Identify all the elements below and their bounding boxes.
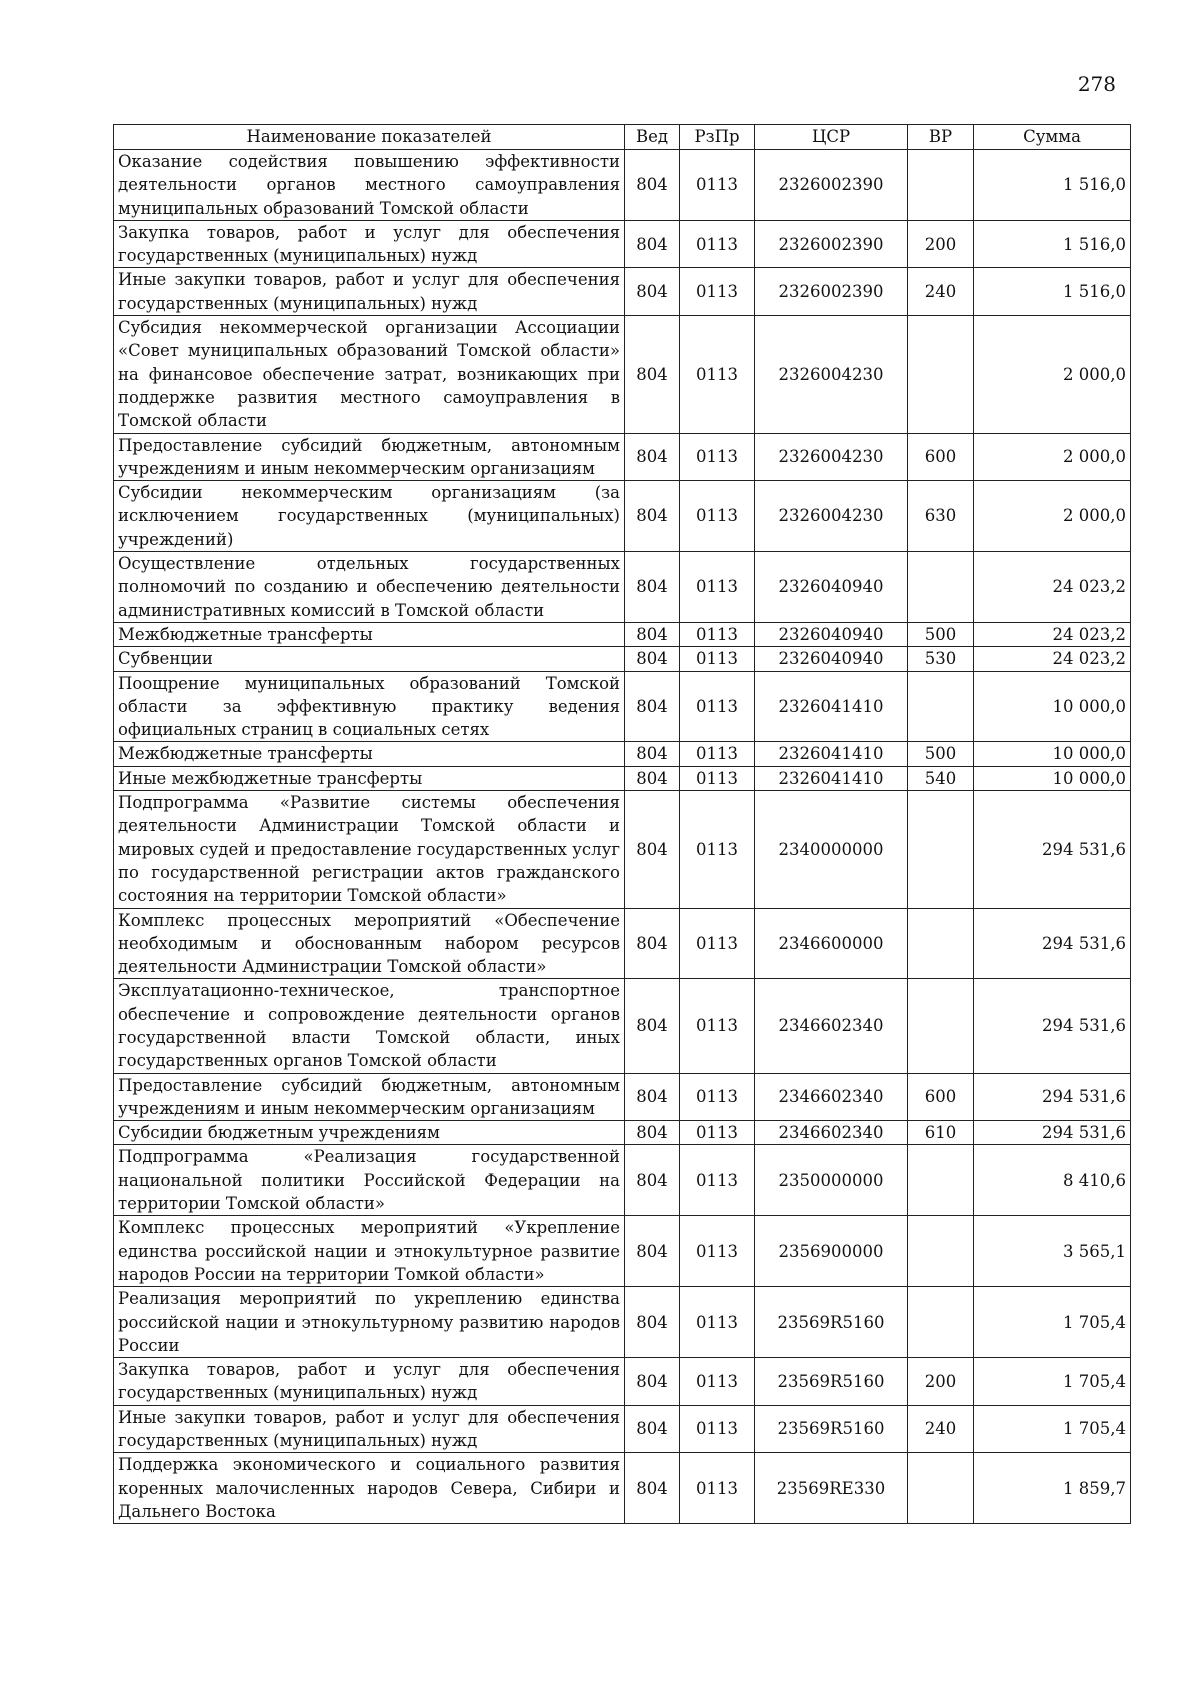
row-vr — [908, 1145, 974, 1216]
row-name: Иные закупки товаров, работ и услуг для обеспечения государственных (муниципальных) нужд — [114, 268, 625, 316]
table-row — [114, 1216, 1131, 1287]
budget-table — [113, 124, 1131, 1524]
row-csr: 2346602340 — [755, 979, 908, 1073]
row-sum: 8 410,6 — [974, 1145, 1131, 1216]
table-row — [114, 433, 1131, 481]
row-rzpr: 0113 — [680, 647, 755, 671]
row-rzpr: 0113 — [680, 671, 755, 742]
row-name: Межбюджетные трансферты — [114, 622, 625, 646]
row-vr: 600 — [908, 433, 974, 481]
row-vr: 200 — [908, 1358, 974, 1406]
table-row — [114, 1287, 1131, 1358]
table-row — [114, 552, 1131, 623]
row-sum: 1 516,0 — [974, 268, 1131, 316]
row-rzpr: 0113 — [680, 766, 755, 790]
row-rzpr: 0113 — [680, 316, 755, 433]
row-name: Подпрограмма «Развитие системы обеспечения деятельности Администрации Томской области и мировых судей и предоставление государственных услуг по государственной регистрации актов гражданского состояния на территории Томской области» — [114, 791, 625, 908]
row-sum: 10 000,0 — [974, 742, 1131, 766]
row-vr — [908, 791, 974, 908]
row-ved: 804 — [625, 1358, 680, 1406]
row-vr — [908, 908, 974, 979]
row-ved: 804 — [625, 150, 680, 221]
row-csr: 2326004230 — [755, 316, 908, 433]
row-csr: 2326040940 — [755, 647, 908, 671]
row-ved: 804 — [625, 1121, 680, 1145]
table-row — [114, 1453, 1131, 1524]
row-name: Иные межбюджетные трансферты — [114, 766, 625, 790]
row-vr — [908, 1453, 974, 1524]
row-name: Реализация мероприятий по укреплению единства российской нации и этнокультурному развитию народов России — [114, 1287, 625, 1358]
row-name: Закупка товаров, работ и услуг для обеспечения государственных (муниципальных) нужд — [114, 1358, 625, 1406]
row-sum: 24 023,2 — [974, 622, 1131, 646]
row-name: Субсидии бюджетным учреждениям — [114, 1121, 625, 1145]
table-row — [114, 150, 1131, 221]
row-sum: 1 516,0 — [974, 150, 1131, 221]
row-csr: 2326041410 — [755, 671, 908, 742]
row-sum: 1 859,7 — [974, 1453, 1131, 1524]
column-header-sum: Сумма — [974, 125, 1131, 150]
row-name: Субсидия некоммерческой организации Ассоциации «Совет муниципальных образований Томской области» на финансовое обеспечение затрат, возникающих при поддержке развития местного самоуправления в Томской области — [114, 316, 625, 433]
row-ved: 804 — [625, 1145, 680, 1216]
row-ved: 804 — [625, 433, 680, 481]
row-csr: 23569RE330 — [755, 1453, 908, 1524]
row-ved: 804 — [625, 791, 680, 908]
row-vr: 500 — [908, 622, 974, 646]
table-row — [114, 979, 1131, 1073]
column-header-vr: ВР — [908, 125, 974, 150]
row-ved: 804 — [625, 481, 680, 552]
table-row — [114, 1358, 1131, 1406]
row-csr: 2326004230 — [755, 433, 908, 481]
row-rzpr: 0113 — [680, 150, 755, 221]
row-ved: 804 — [625, 1287, 680, 1358]
table-row — [114, 622, 1131, 646]
row-ved: 804 — [625, 671, 680, 742]
table-body — [114, 150, 1131, 1524]
row-rzpr: 0113 — [680, 1405, 755, 1453]
row-csr: 2356900000 — [755, 1216, 908, 1287]
table-row — [114, 268, 1131, 316]
table-row — [114, 1121, 1131, 1145]
row-sum: 294 531,6 — [974, 1121, 1131, 1145]
row-vr: 630 — [908, 481, 974, 552]
row-csr: 2326041410 — [755, 766, 908, 790]
row-name: Осуществление отдельных государственных полномочий по созданию и обеспечению деятельности административных комиссий в Томской области — [114, 552, 625, 623]
row-rzpr: 0113 — [680, 791, 755, 908]
row-rzpr: 0113 — [680, 1121, 755, 1145]
row-vr — [908, 150, 974, 221]
row-csr: 2326040940 — [755, 622, 908, 646]
row-ved: 804 — [625, 1216, 680, 1287]
row-vr — [908, 979, 974, 1073]
row-vr: 500 — [908, 742, 974, 766]
row-csr: 2346600000 — [755, 908, 908, 979]
row-csr: 2326002390 — [755, 220, 908, 268]
row-name: Комплекс процессных мероприятий «Укрепление единства российской нации и этнокультурное развитие народов России на территории Томкой области» — [114, 1216, 625, 1287]
row-sum: 3 565,1 — [974, 1216, 1131, 1287]
table-row — [114, 908, 1131, 979]
table-row — [114, 1145, 1131, 1216]
row-ved: 804 — [625, 1453, 680, 1524]
table-row — [114, 481, 1131, 552]
row-sum: 24 023,2 — [974, 552, 1131, 623]
row-ved: 804 — [625, 622, 680, 646]
row-ved: 804 — [625, 1073, 680, 1121]
column-header-name: Наименование показателей — [114, 125, 625, 150]
row-rzpr: 0113 — [680, 622, 755, 646]
row-rzpr: 0113 — [680, 979, 755, 1073]
row-sum: 294 531,6 — [974, 908, 1131, 979]
row-csr: 2346602340 — [755, 1121, 908, 1145]
row-csr: 2326041410 — [755, 742, 908, 766]
row-sum: 10 000,0 — [974, 671, 1131, 742]
row-name: Эксплуатационно-техническое, транспортное обеспечение и сопровождение деятельности органов государственной власти Томской области, иных государственных органов Томской области — [114, 979, 625, 1073]
row-csr: 2346602340 — [755, 1073, 908, 1121]
row-vr: 530 — [908, 647, 974, 671]
row-rzpr: 0113 — [680, 908, 755, 979]
table-row — [114, 766, 1131, 790]
row-rzpr: 0113 — [680, 220, 755, 268]
row-csr: 2326004230 — [755, 481, 908, 552]
row-sum: 1 705,4 — [974, 1287, 1131, 1358]
row-vr: 240 — [908, 1405, 974, 1453]
row-ved: 804 — [625, 220, 680, 268]
row-rzpr: 0113 — [680, 1073, 755, 1121]
row-sum: 24 023,2 — [974, 647, 1131, 671]
row-csr: 23569R5160 — [755, 1287, 908, 1358]
row-rzpr: 0113 — [680, 433, 755, 481]
table-row — [114, 647, 1131, 671]
row-name: Закупка товаров, работ и услуг для обеспечения государственных (муниципальных) нужд — [114, 220, 625, 268]
table-row — [114, 742, 1131, 766]
row-sum: 294 531,6 — [974, 1073, 1131, 1121]
row-csr: 2326040940 — [755, 552, 908, 623]
row-name: Субвенции — [114, 647, 625, 671]
table-row — [114, 1073, 1131, 1121]
row-name: Комплекс процессных мероприятий «Обеспечение необходимым и обоснованным набором ресурсов деятельности Администрации Томской области» — [114, 908, 625, 979]
row-ved: 804 — [625, 316, 680, 433]
row-ved: 804 — [625, 1405, 680, 1453]
row-csr: 23569R5160 — [755, 1358, 908, 1406]
row-vr — [908, 316, 974, 433]
row-ved: 804 — [625, 647, 680, 671]
row-name: Предоставление субсидий бюджетным, автономным учреждениям и иным некоммерческим организациям — [114, 1073, 625, 1121]
table-row — [114, 791, 1131, 908]
row-sum: 1 516,0 — [974, 220, 1131, 268]
row-name: Подпрограмма «Реализация государственной национальной политики Российской Федерации на территории Томской области» — [114, 1145, 625, 1216]
row-sum: 2 000,0 — [974, 481, 1131, 552]
row-name: Поддержка экономического и социального развития коренных малочисленных народов Севера, Сибири и Дальнего Востока — [114, 1453, 625, 1524]
table-row — [114, 220, 1131, 268]
row-csr: 2350000000 — [755, 1145, 908, 1216]
table-row — [114, 1405, 1131, 1453]
row-vr — [908, 1216, 974, 1287]
table-row — [114, 316, 1131, 433]
row-ved: 804 — [625, 766, 680, 790]
row-vr: 200 — [908, 220, 974, 268]
row-sum: 2 000,0 — [974, 433, 1131, 481]
row-sum: 1 705,4 — [974, 1358, 1131, 1406]
row-ved: 804 — [625, 268, 680, 316]
row-vr: 540 — [908, 766, 974, 790]
row-name: Иные закупки товаров, работ и услуг для обеспечения государственных (муниципальных) нужд — [114, 1405, 625, 1453]
row-vr — [908, 552, 974, 623]
row-vr: 240 — [908, 268, 974, 316]
row-ved: 804 — [625, 742, 680, 766]
row-vr — [908, 671, 974, 742]
row-sum: 1 705,4 — [974, 1405, 1131, 1453]
row-ved: 804 — [625, 908, 680, 979]
row-csr: 2326002390 — [755, 150, 908, 221]
row-csr: 23569R5160 — [755, 1405, 908, 1453]
row-rzpr: 0113 — [680, 1287, 755, 1358]
row-rzpr: 0113 — [680, 742, 755, 766]
row-rzpr: 0113 — [680, 268, 755, 316]
row-vr — [908, 1287, 974, 1358]
row-rzpr: 0113 — [680, 1145, 755, 1216]
row-name: Оказание содействия повышению эффективности деятельности органов местного самоуправления муниципальных образований Томской области — [114, 150, 625, 221]
column-header-csr: ЦСР — [755, 125, 908, 150]
row-rzpr: 0113 — [680, 552, 755, 623]
row-csr: 2326002390 — [755, 268, 908, 316]
row-sum: 10 000,0 — [974, 766, 1131, 790]
row-vr: 600 — [908, 1073, 974, 1121]
row-ved: 804 — [625, 979, 680, 1073]
row-name: Межбюджетные трансферты — [114, 742, 625, 766]
row-csr: 2340000000 — [755, 791, 908, 908]
row-rzpr: 0113 — [680, 1453, 755, 1524]
row-name: Предоставление субсидий бюджетным, автономным учреждениям и иным некоммерческим организациям — [114, 433, 625, 481]
row-name: Поощрение муниципальных образований Томской области за эффективную практику ведения официальных страниц в социальных сетях — [114, 671, 625, 742]
column-header-ved: Вед — [625, 125, 680, 150]
row-sum: 2 000,0 — [974, 316, 1131, 433]
column-header-rzpr: РзПр — [680, 125, 755, 150]
row-name: Субсидии некоммерческим организациям (за исключением государственных (муниципальных) учреждений) — [114, 481, 625, 552]
row-ved: 804 — [625, 552, 680, 623]
table-row — [114, 671, 1131, 742]
row-sum: 294 531,6 — [974, 791, 1131, 908]
row-rzpr: 0113 — [680, 1216, 755, 1287]
row-vr: 610 — [908, 1121, 974, 1145]
row-sum: 294 531,6 — [974, 979, 1131, 1073]
row-rzpr: 0113 — [680, 1358, 755, 1406]
row-rzpr: 0113 — [680, 481, 755, 552]
table-header-row — [114, 125, 1131, 150]
page-number: 278 — [1077, 72, 1116, 96]
